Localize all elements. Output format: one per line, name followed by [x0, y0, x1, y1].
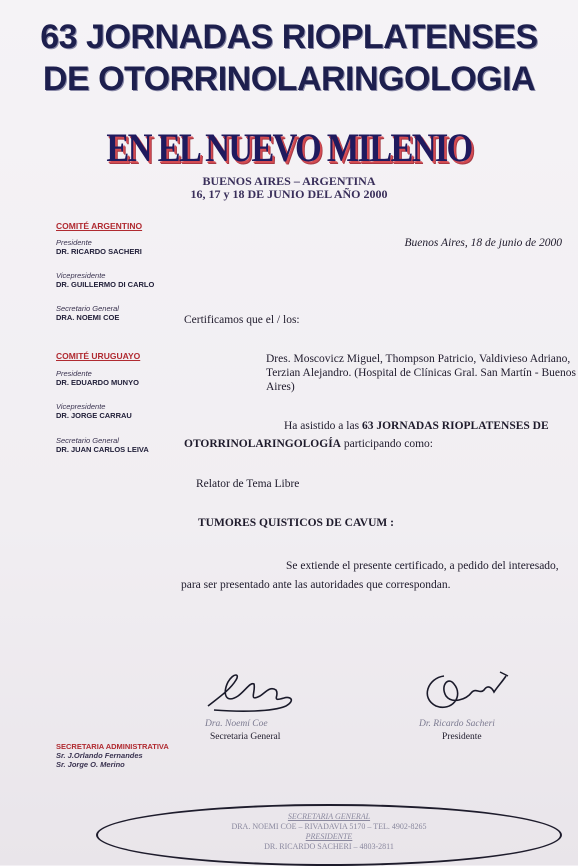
event-title-line2: DE OTORRINOLARINGOLOGIA	[42, 60, 536, 98]
event-dates: 16, 17 y 18 DE JUNIO DEL AÑO 2000	[190, 187, 388, 201]
signature-coe	[200, 668, 304, 720]
footer-line-3: PRESIDENTE	[305, 832, 353, 841]
attended-prefix: Ha asistido a las	[284, 420, 360, 432]
certify-line: Certificamos que el / los:	[184, 314, 300, 326]
member-name: DR. RICARDO SACHERI	[56, 247, 142, 256]
member-name: DR. GUILLERMO DI CARLO	[56, 280, 155, 289]
topic-title: TUMORES QUISTICOS DE CAVUM :	[198, 517, 394, 529]
comite-uruguayo-title: COMITÉ URUGUAYO	[56, 351, 141, 361]
comite-ar-member-2	[56, 271, 154, 289]
admin-block	[56, 742, 169, 769]
place-date: Buenos Aires, 18 de junio de 2000	[404, 237, 562, 249]
attended-event-b: OTORRINOLARINGOLOGÍA	[184, 438, 341, 450]
comite-argentino-title: COMITÉ ARGENTINO	[56, 221, 143, 231]
member-role: Presidente	[56, 369, 92, 378]
event-subtitle: EN EL NUEVO MILENIO	[106, 125, 472, 170]
authors-line-1: Dres. Moscovicz Miguel, Thompson Patricio, Valdivieso Adriano,	[266, 353, 571, 365]
participation-role: Relator de Tema Libre	[196, 478, 300, 490]
event-location: BUENOS AIRES – ARGENTINA	[202, 174, 376, 188]
member-role: Vicepresidente	[56, 402, 106, 411]
member-role: Secretario General	[56, 304, 119, 313]
footer-line-4: DR. RICARDO SACHERI – 4803-2811	[264, 842, 394, 851]
member-role: Secretario General	[56, 436, 119, 445]
member-name: DRA. NOEMI COE	[56, 313, 120, 322]
admin-line-1: Sr. J.Orlando Fernandes	[56, 751, 143, 760]
attended-event-a: 63 JORNADAS RIOPLATENSES DE	[361, 420, 549, 432]
signature-name-sacheri: Dr. Ricardo Sacheri	[419, 719, 495, 729]
member-role: Presidente	[56, 238, 92, 247]
footer-line-2: DRA. NOEMI COE – RIVADAVIA 5170 – TEL. 4902-8265	[231, 822, 427, 831]
closing-line-1: Se extiende el presente certificado, a pedido del interesado,	[286, 560, 559, 572]
comite-ar-member-3	[56, 304, 119, 322]
attended-line-1	[284, 419, 549, 434]
closing-line-2: para ser presentado ante las autoridades que correspondan.	[181, 579, 451, 591]
authors-line-2: Terzian Alejandro. (Hospital de Clínicas Gral. San Martín - Buenos	[266, 367, 576, 379]
comite-uy-member-3	[56, 436, 149, 454]
comite-uy-member-2	[56, 402, 132, 420]
signature-sacheri	[414, 666, 518, 722]
member-name: DR. JORGE CARRAU	[56, 411, 132, 420]
member-name: DR. JUAN CARLOS LEIVA	[56, 445, 149, 454]
comite-ar-member-1	[56, 238, 142, 256]
member-role: Vicepresidente	[56, 271, 106, 280]
event-title-line1: 63 JORNADAS RIOPLATENSES	[40, 18, 538, 56]
signature-name-coe: Dra. Noemí Coe	[205, 719, 268, 729]
footer-line-1: SECRETARIA GENERAL	[287, 812, 371, 821]
signature-role-coe: Secretaria General	[210, 732, 281, 742]
attended-suffix: participando como:	[343, 438, 433, 450]
admin-line-2: Sr. Jorge O. Merino	[56, 760, 125, 769]
member-name: DR. EDUARDO MUNYO	[56, 378, 139, 387]
attended-line-2	[184, 437, 433, 452]
authors-line-3: Aires)	[266, 381, 295, 393]
admin-title: SECRETARIA ADMINISTRATIVA	[56, 742, 169, 751]
signature-role-sacheri: Presidente	[442, 732, 482, 742]
comite-uy-member-1	[56, 369, 139, 387]
